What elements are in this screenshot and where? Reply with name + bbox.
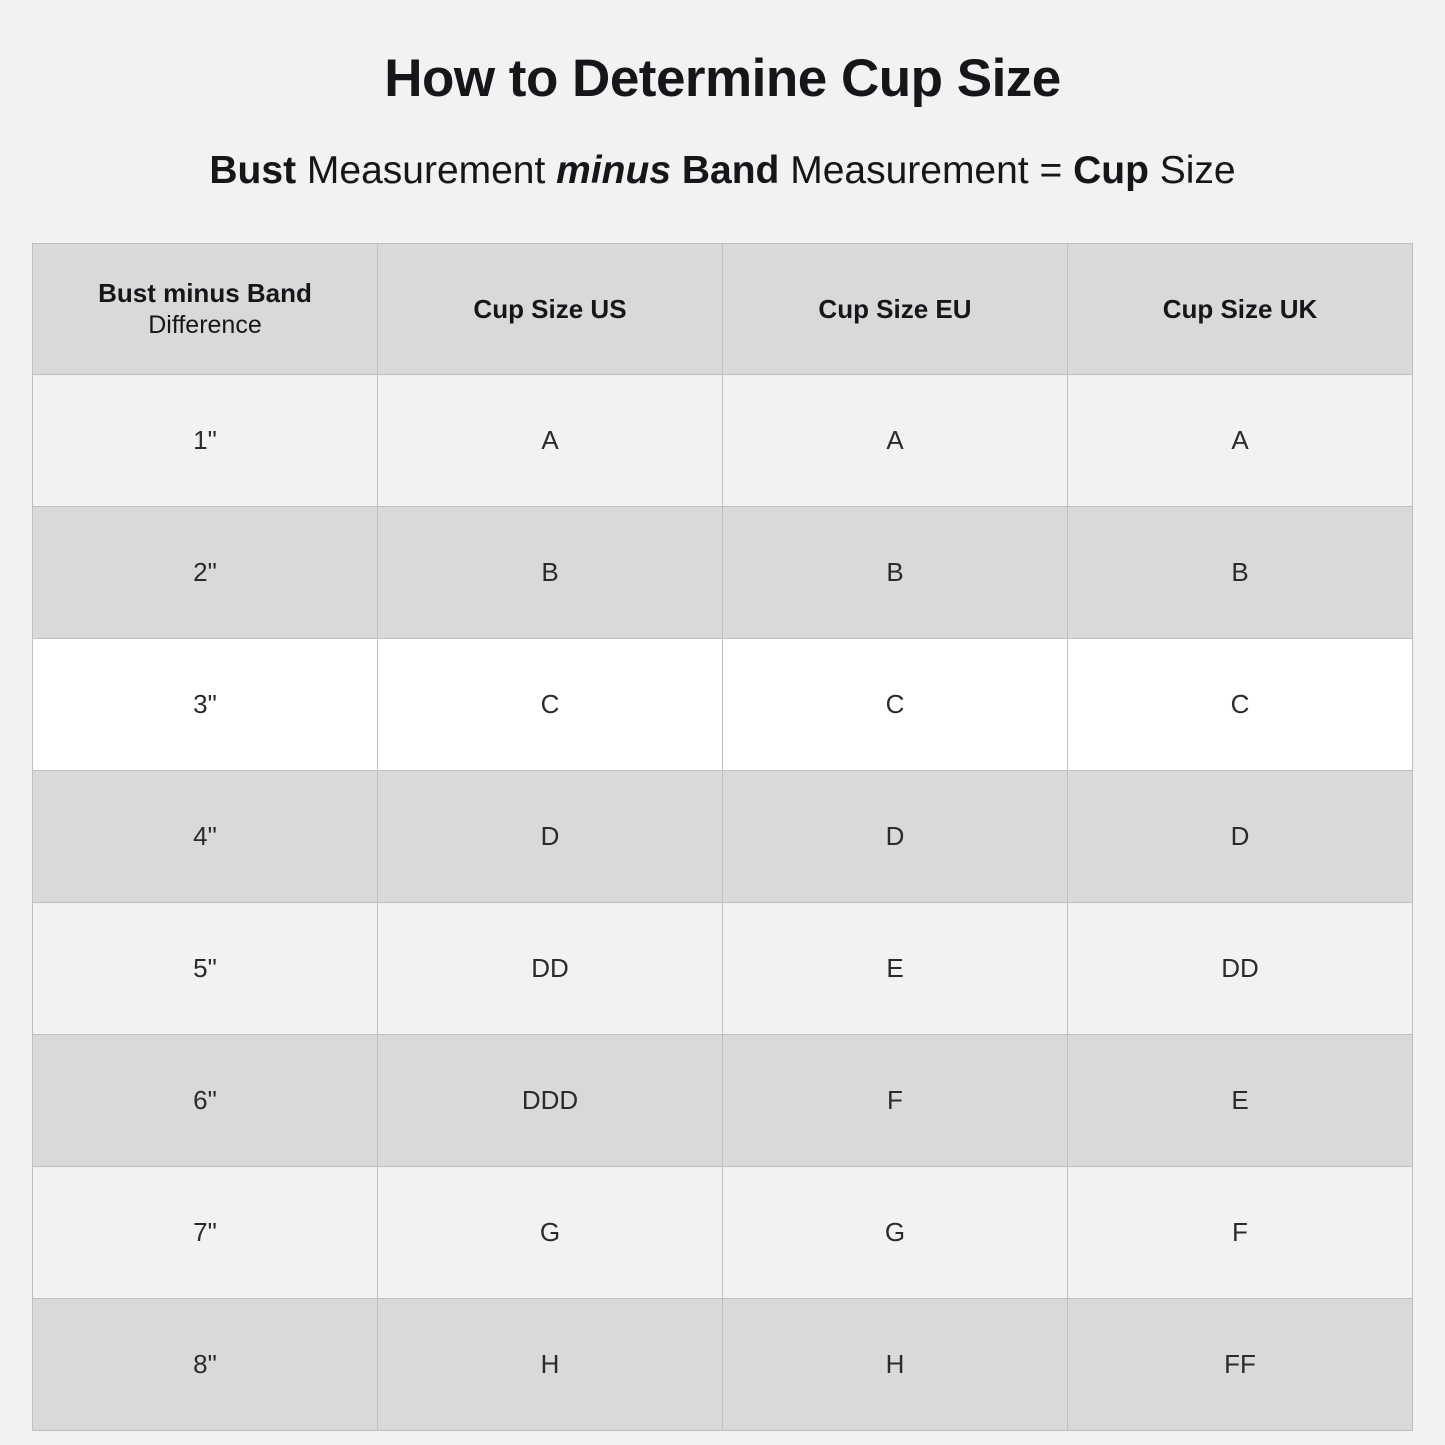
cell-eu: C bbox=[723, 639, 1068, 771]
page-subtitle bbox=[209, 149, 1235, 193]
subtitle-measurement-2: Measurement = bbox=[779, 149, 1074, 192]
cell-eu: A bbox=[723, 375, 1068, 507]
cell-eu: F bbox=[723, 1035, 1068, 1167]
subtitle-minus: minus bbox=[556, 149, 672, 192]
subtitle-band: Band bbox=[671, 149, 780, 192]
table-row bbox=[33, 1035, 1413, 1167]
subtitle-measurement-1: Measurement bbox=[296, 149, 557, 192]
cell-eu: H bbox=[723, 1299, 1068, 1431]
column-header-cup-size-eu: Cup Size EU bbox=[723, 244, 1068, 375]
table-row bbox=[33, 903, 1413, 1035]
cup-size-table bbox=[32, 243, 1413, 1431]
cell-eu: B bbox=[723, 507, 1068, 639]
cell-uk: E bbox=[1068, 1035, 1413, 1167]
table-row bbox=[33, 375, 1413, 507]
subtitle-cup: Cup bbox=[1073, 149, 1149, 192]
cell-difference: 8" bbox=[33, 1299, 378, 1431]
cell-eu: G bbox=[723, 1167, 1068, 1299]
cell-difference: 5" bbox=[33, 903, 378, 1035]
cell-difference: 6" bbox=[33, 1035, 378, 1167]
column-header-cup-size-us: Cup Size US bbox=[378, 244, 723, 375]
column-header-cup-size-uk: Cup Size UK bbox=[1068, 244, 1413, 375]
table-row bbox=[33, 1299, 1413, 1431]
table-body bbox=[33, 375, 1413, 1431]
cell-us: C bbox=[378, 639, 723, 771]
table-header-row bbox=[33, 244, 1413, 375]
cell-us: H bbox=[378, 1299, 723, 1431]
column-header-difference: Bust minus Band Difference bbox=[33, 244, 378, 375]
subtitle-size: Size bbox=[1148, 149, 1236, 192]
table-row bbox=[33, 1167, 1413, 1299]
cell-us: DDD bbox=[378, 1035, 723, 1167]
cell-difference: 7" bbox=[33, 1167, 378, 1299]
page-title: How to Determine Cup Size bbox=[384, 49, 1061, 108]
cell-uk: B bbox=[1068, 507, 1413, 639]
subtitle-bust: Bust bbox=[209, 149, 297, 192]
cell-uk: DD bbox=[1068, 903, 1413, 1035]
cell-uk: D bbox=[1068, 771, 1413, 903]
cell-uk: FF bbox=[1068, 1299, 1413, 1431]
cell-eu: E bbox=[723, 903, 1068, 1035]
cell-difference: 1" bbox=[33, 375, 378, 507]
cell-uk: A bbox=[1068, 375, 1413, 507]
cell-difference: 2" bbox=[33, 507, 378, 639]
cell-eu: D bbox=[723, 771, 1068, 903]
table-row bbox=[33, 771, 1413, 903]
cell-us: B bbox=[378, 507, 723, 639]
table-row bbox=[33, 507, 1413, 639]
cell-us: G bbox=[378, 1167, 723, 1299]
cell-us: D bbox=[378, 771, 723, 903]
table-header bbox=[33, 244, 1413, 375]
cell-difference: 4" bbox=[33, 771, 378, 903]
cell-us: A bbox=[378, 375, 723, 507]
cell-difference: 3" bbox=[33, 639, 378, 771]
cell-us: DD bbox=[378, 903, 723, 1035]
cell-uk: C bbox=[1068, 639, 1413, 771]
table-row bbox=[33, 639, 1413, 771]
cell-uk: F bbox=[1068, 1167, 1413, 1299]
